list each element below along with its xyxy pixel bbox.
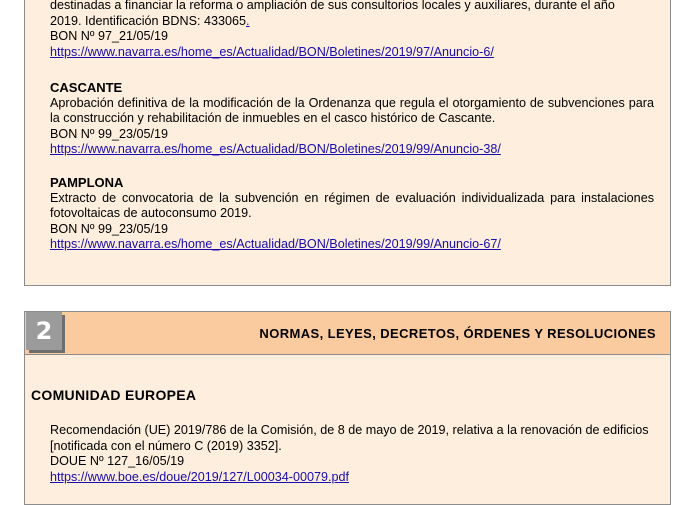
bulletin-link[interactable]: https://www.navarra.es/home_es/Actualidad/BON/Boletines/2019/97/Anuncio-6/: [50, 44, 494, 59]
bulletin-ref: DOUE Nº 127_16/05/19: [50, 454, 185, 469]
bulletin-link[interactable]: https://www.navarra.es/home_es/Actualidad/BON/Boletines/2019/99/Anuncio-67/: [50, 237, 501, 252]
entry-text-line: [notificada con el número C (2019) 3352].: [50, 438, 282, 453]
section-number: 2: [26, 312, 62, 350]
entry-text: Extracto de convocatoria de la subvención en régimen de evaluación individualizada para instalaciones fotovoltaicas de autoconsumo 2019.: [50, 190, 654, 221]
bulletin-link[interactable]: https://www.boe.es/doue/2019/127/L00034-00079.pdf: [50, 469, 349, 484]
town-heading: CASCANTE: [50, 80, 123, 95]
bulletin-ref: BON Nº 99_23/05/19: [50, 221, 169, 236]
entry-text: Aprobación definitiva de la modificación de la Ordenanza que regula el otorgamiento de subvenciones para la construcción y rehabilitación de inmuebles en el casco histórico de Cascante.: [50, 95, 654, 126]
bulletin-ref: BON Nº 97_21/05/19: [50, 29, 169, 44]
entry-text-line: destinadas a financiar la reforma o ampliación de sus consultorios locales y auxiliares, durante el año: [50, 0, 615, 12]
entry-continued: [50, 0, 654, 60]
section-title: NORMAS, LEYES, DECRETOS, ÓRDENES Y RESOLUCIONES: [259, 326, 656, 341]
entry-recomendacion: [50, 423, 660, 485]
entry-text-line: [50, 14, 654, 30]
entry-pamplona: [50, 175, 654, 253]
entry-cascante: [50, 80, 654, 158]
bulletin-link[interactable]: https://www.navarra.es/home_es/Actualidad/BON/Boletines/2019/99/Anuncio-38/: [50, 142, 501, 157]
entry-text: 2019. Identificación BDNS: 433065: [50, 13, 247, 28]
bulletin-ref: BON Nº 99_23/05/19: [50, 126, 169, 141]
town-heading: PAMPLONA: [50, 175, 124, 190]
entry-link-dot[interactable]: .: [246, 13, 250, 28]
entry-text-line: Recomendación (UE) 2019/786 de la Comisión, de 8 de mayo de 2019, relativa a la renovación de edificios: [50, 423, 649, 437]
community-heading: COMUNIDAD EUROPEA: [31, 387, 197, 403]
